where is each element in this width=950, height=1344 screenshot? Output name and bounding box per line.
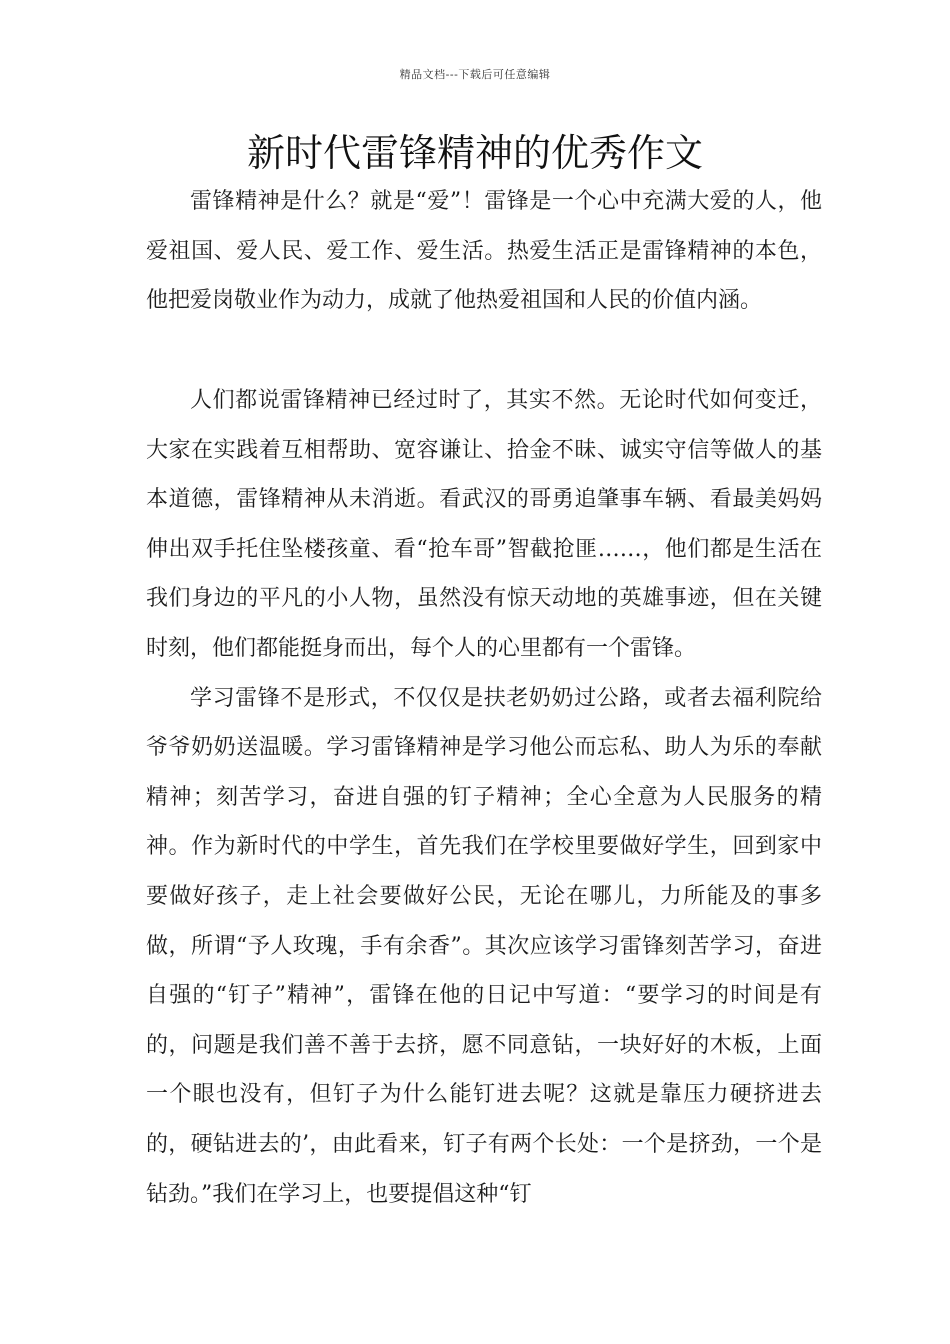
paragraph-1: 雷锋精神是什么？就是“爱”！雷锋是一个心中充满大爱的人，他爱祖国、爱人民、爱工作、爱生活。热爱生活正是雷锋精神的本色，他把爱岗敬业作为动力，成就了他热爱祖国和人民的价值内涵。: [146, 189, 822, 314]
paragraph-2: 人们都说雷锋精神已经过时了，其实不然。无论时代如何变迁，大家在实践着互相帮助、宽容谦让、拾金不昧、诚实守信等做人的基本道德，雷锋精神从未消逝。看武汉的哥勇追肇事车辆、看最美妈妈伸出双手托住坠楼孩童、看“抢车哥”智截抢匪……，他们都是生活在我们身边的平凡的小人物，虽然没有惊天动地的英雄事迹，但在关键时刻，他们都能挺身而出，每个人的心里都有一个雷锋。: [146, 388, 822, 661]
document-title: 新时代雷锋精神的优秀作文: [246, 131, 703, 175]
header-note: 精品文档---下载后可任意编辑: [399, 68, 551, 81]
paragraph-3: 学习雷锋不是形式，不仅仅是扶老奶奶过公路，或者去福利院给爷爷奶奶送温暖。学习雷锋精神是学习他公而忘私、助人为乐的奉献精神；刻苦学习，奋进自强的钉子精神；全心全意为人民服务的精神。作为新时代的中学生，首先我们在学校里要做好学生，回到家中要做好孩子，走上社会要做好公民，无论在哪儿，力所能及的事多做，所谓“予人玫瑰，手有余香”。其次应该学习雷锋刻苦学习，奋进自强的“钉子”精神”，雷锋在他的日记中写道：“要学习的时间是有的，问题是我们善不善于去挤，愿不同意钻，一块好好的木板，上面一个眼也没有，但钉子为什么能钉进去呢？这就是靠压力硬挤进去的，硬钻进去的’，由此看来，钉子有两个长处：一个是挤劲，一个是钻劲。”我们在学习上，也要提倡这种“钉: [146, 685, 822, 1207]
body-section-1: [146, 177, 822, 326]
body-section-2: [146, 376, 822, 1219]
